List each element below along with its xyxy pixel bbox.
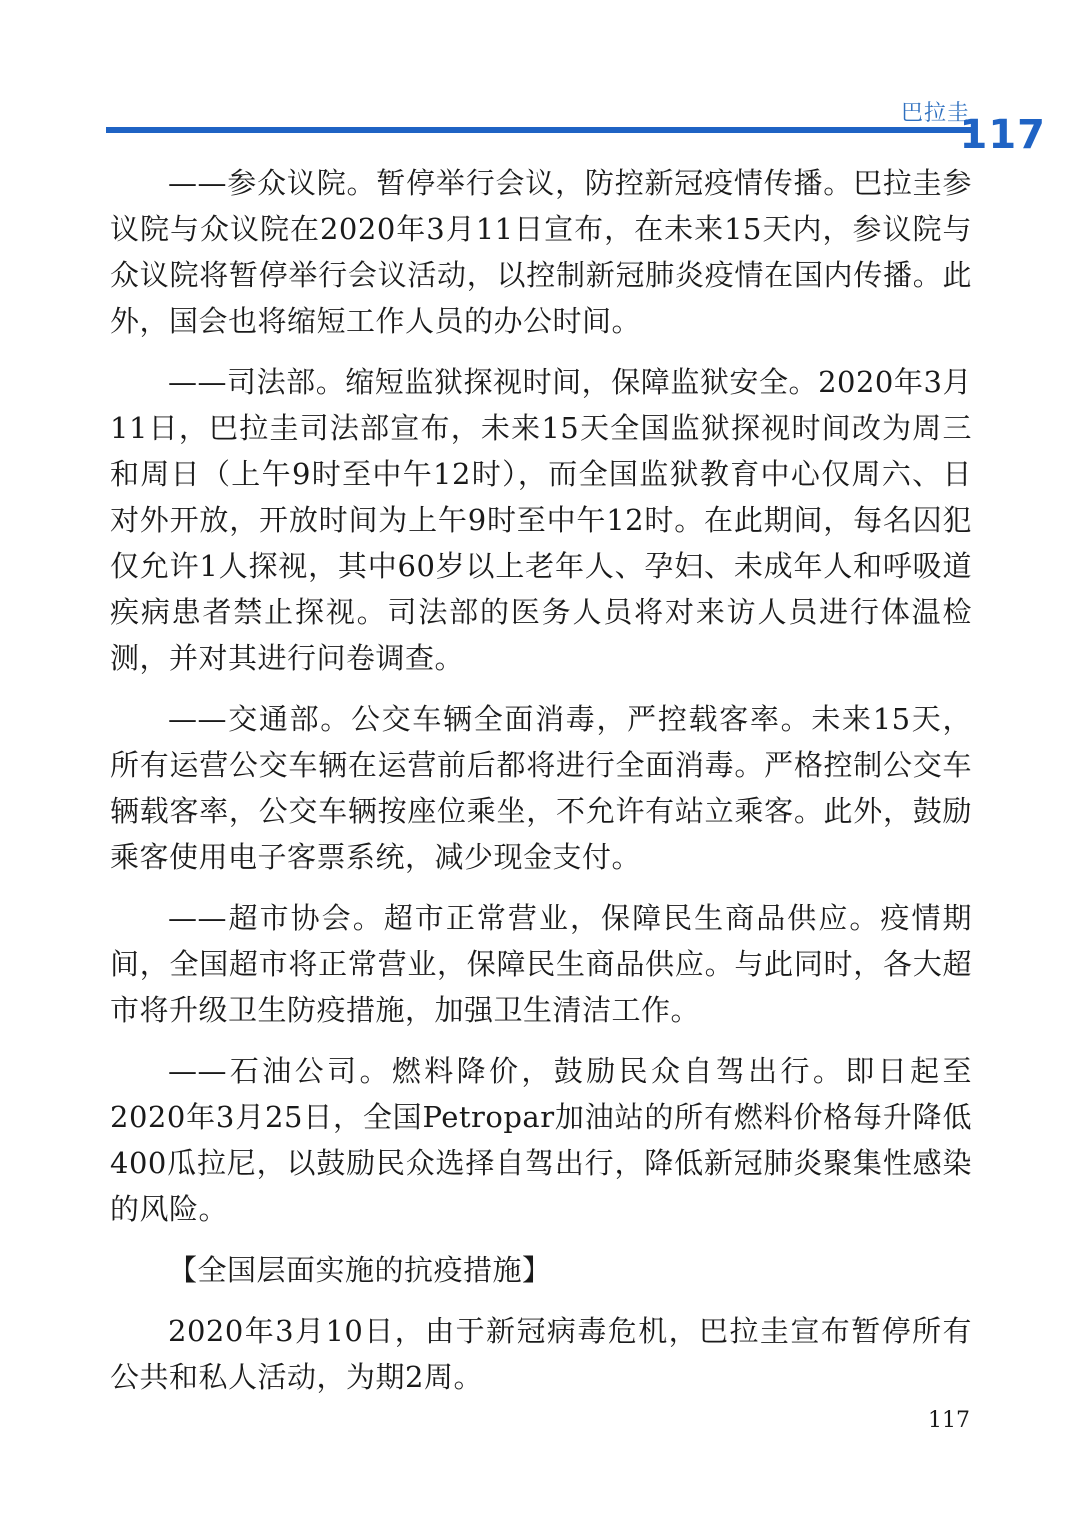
paragraph-transport-ministry: ——交通部。公交车辆全面消毒，严控载客率。未来15天，所有运营公交车辆在运营前后都将进行全面消毒。严格控制公交车辆载客率，公交车辆按座位乘坐，不允许有站立乘客。此外，鼓励乘客使用电子客票系统，减少现金支付。: [110, 702, 972, 874]
section-heading: 【全国层面实施的抗疫措施】: [168, 1253, 552, 1287]
header-page-number: 117: [959, 112, 1046, 158]
paragraph-justice-ministry: ——司法部。缩短监狱探视时间，保障监狱安全。2020年3月11日，巴拉圭司法部宣布，未来15天全国监狱探视时间改为周三和周日（上午9时至中午12时），而全国监狱教育中心仅周六、日对外开放，开放时间为上午9时至中午12时。在此期间，每名囚犯仅允许1人探视，其中60岁以上老年人、孕妇、未成年人和呼吸道疾病患者禁止探视。司法部的医务人员将对来访人员进行体温检测，并对其进行问卷调查。: [110, 365, 972, 675]
header-rule: [106, 127, 974, 133]
paragraph-supermarket-association: ——超市协会。超市正常营业，保障民生商品供应。疫情期间，全国超市将正常营业，保障民生商品供应。与此同时，各大超市将升级卫生防疫措施，加强卫生清洁工作。: [110, 901, 972, 1027]
paragraph-parliament: ——参众议院。暂停举行会议，防控新冠疫情传播。巴拉圭参议院与众议院在2020年3月11日宣布，在未来15天内，参议院与众议院将暂停举行会议活动，以控制新冠肺炎疫情在国内传播。此外，国会也将缩短工作人员的办公时间。: [110, 166, 972, 338]
paragraph-national-measures: 2020年3月10日，由于新冠病毒危机，巴拉圭宣布暂停所有公共和私人活动，为期2周。: [110, 1314, 972, 1394]
footer-page-number: 117: [928, 1408, 970, 1433]
page-body: [110, 160, 972, 1415]
running-header-country: 巴拉圭: [900, 101, 970, 126]
paragraph-oil-company: ——石油公司。燃料降价，鼓励民众自驾出行。即日起至2020年3月25日，全国Petropar加油站的所有燃料价格每升降低400瓜拉尼，以鼓励民众选择自驾出行，降低新冠肺炎聚集性感染的风险。: [110, 1054, 972, 1226]
